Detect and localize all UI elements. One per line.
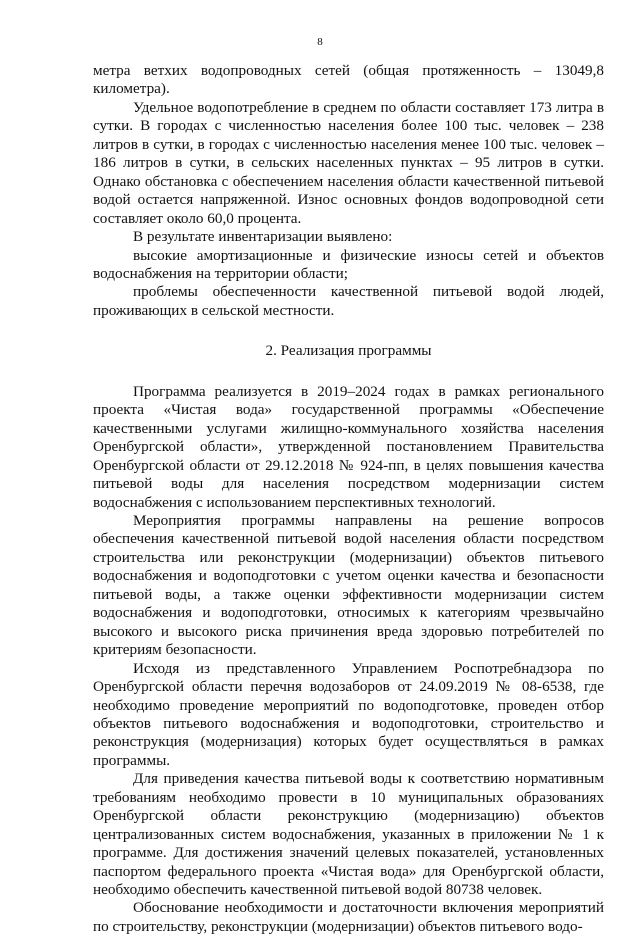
paragraph: Программа реализуется в 2019–2024 годах в рамках регионального проекта «Чистая вода» государственной программы «Обеспечение качественными услугами жилищно-коммунального хозяйства населения Оренбургской области», утвержденной постановлением Правительства Оренбургской области от 29.12.2018 № 924-пп, в целях повышения качества питьевой воды для населения посредством модернизации систем водоснабжения с использованием перспективных технологий. xyxy=(93,382,604,511)
paragraph: Исходя из представленного Управлением Роспотребнадзора по Оренбургской области перечня водозаборов от 24.09.2019 № 08-6538, где необходимо проведение мероприятий по водоподготовке, проведен отбор объектов питьевого водоснабжения и водоподготовки, строительство и реконструкция (модернизация) которых будет осуществляться в рамках программы. xyxy=(93,659,604,769)
paragraph: Удельное водопотребление в среднем по области составляет 173 литра в сутки. В городах с численностью населения более 100 тыс. человек – 238 литров в сутки, в городах с численностью населения менее 100 тыс. человек – 186 литров в сутки, в сельских населенных пунктах – 95 литров в сутки. Однако обстановка с обеспечением населения области качественной питьевой водой остается напряженной. Износ основных фондов водопроводной сети составляет около 60,0 процента. xyxy=(93,98,604,227)
paragraph: В результате инвентаризации выявлено: xyxy=(133,228,393,246)
page-number: 8 xyxy=(317,36,323,48)
paragraph: метра ветхих водопроводных сетей (общая протяженность – 13049,8 километра). xyxy=(93,62,604,98)
list-item: проблемы обеспеченности качественной питьевой водой людей, проживающих в сельской местности. xyxy=(93,283,604,319)
paragraph: Обоснование необходимости и достаточности включения мероприятий по строительству, реконструкции (модернизации) объектов питьевого водо- xyxy=(93,899,604,935)
list-item: высокие амортизационные и физические износы сетей и объектов водоснабжения на территории области; xyxy=(93,246,604,282)
paragraph: Для приведения качества питьевой воды к соответствию нормативным требованиям необходимо провести в 10 муниципальных образованиях Оренбургской области реконструкцию (модернизацию) объектов централизованных систем водоснабжения, указанных в приложении № 1 к программе. Для достижения значений целевых показателей, установленных паспортом федерального проекта «Чистая вода» для Оренбургской области, необходимо обеспечить качественной питьевой водой 80738 человек. xyxy=(93,770,604,899)
section-heading: 2. Реализация программы xyxy=(265,342,432,360)
document-body xyxy=(93,62,604,936)
paragraph: Мероприятия программы направлены на решение вопросов обеспечения качественной питьевой водой населения области посредством строительства или реконструкции (модернизации) объектов питьевого водоснабжения и водоподготовки с учетом оценки качества и безопасности питьевой воды, а также оценки эффективности модернизации систем водоснабжения и водоподготовки, относимых к категориям чрезвычайно высокого и высокого риска причинения вреда здоровью потребителей по критериям безопасности. xyxy=(93,511,604,659)
